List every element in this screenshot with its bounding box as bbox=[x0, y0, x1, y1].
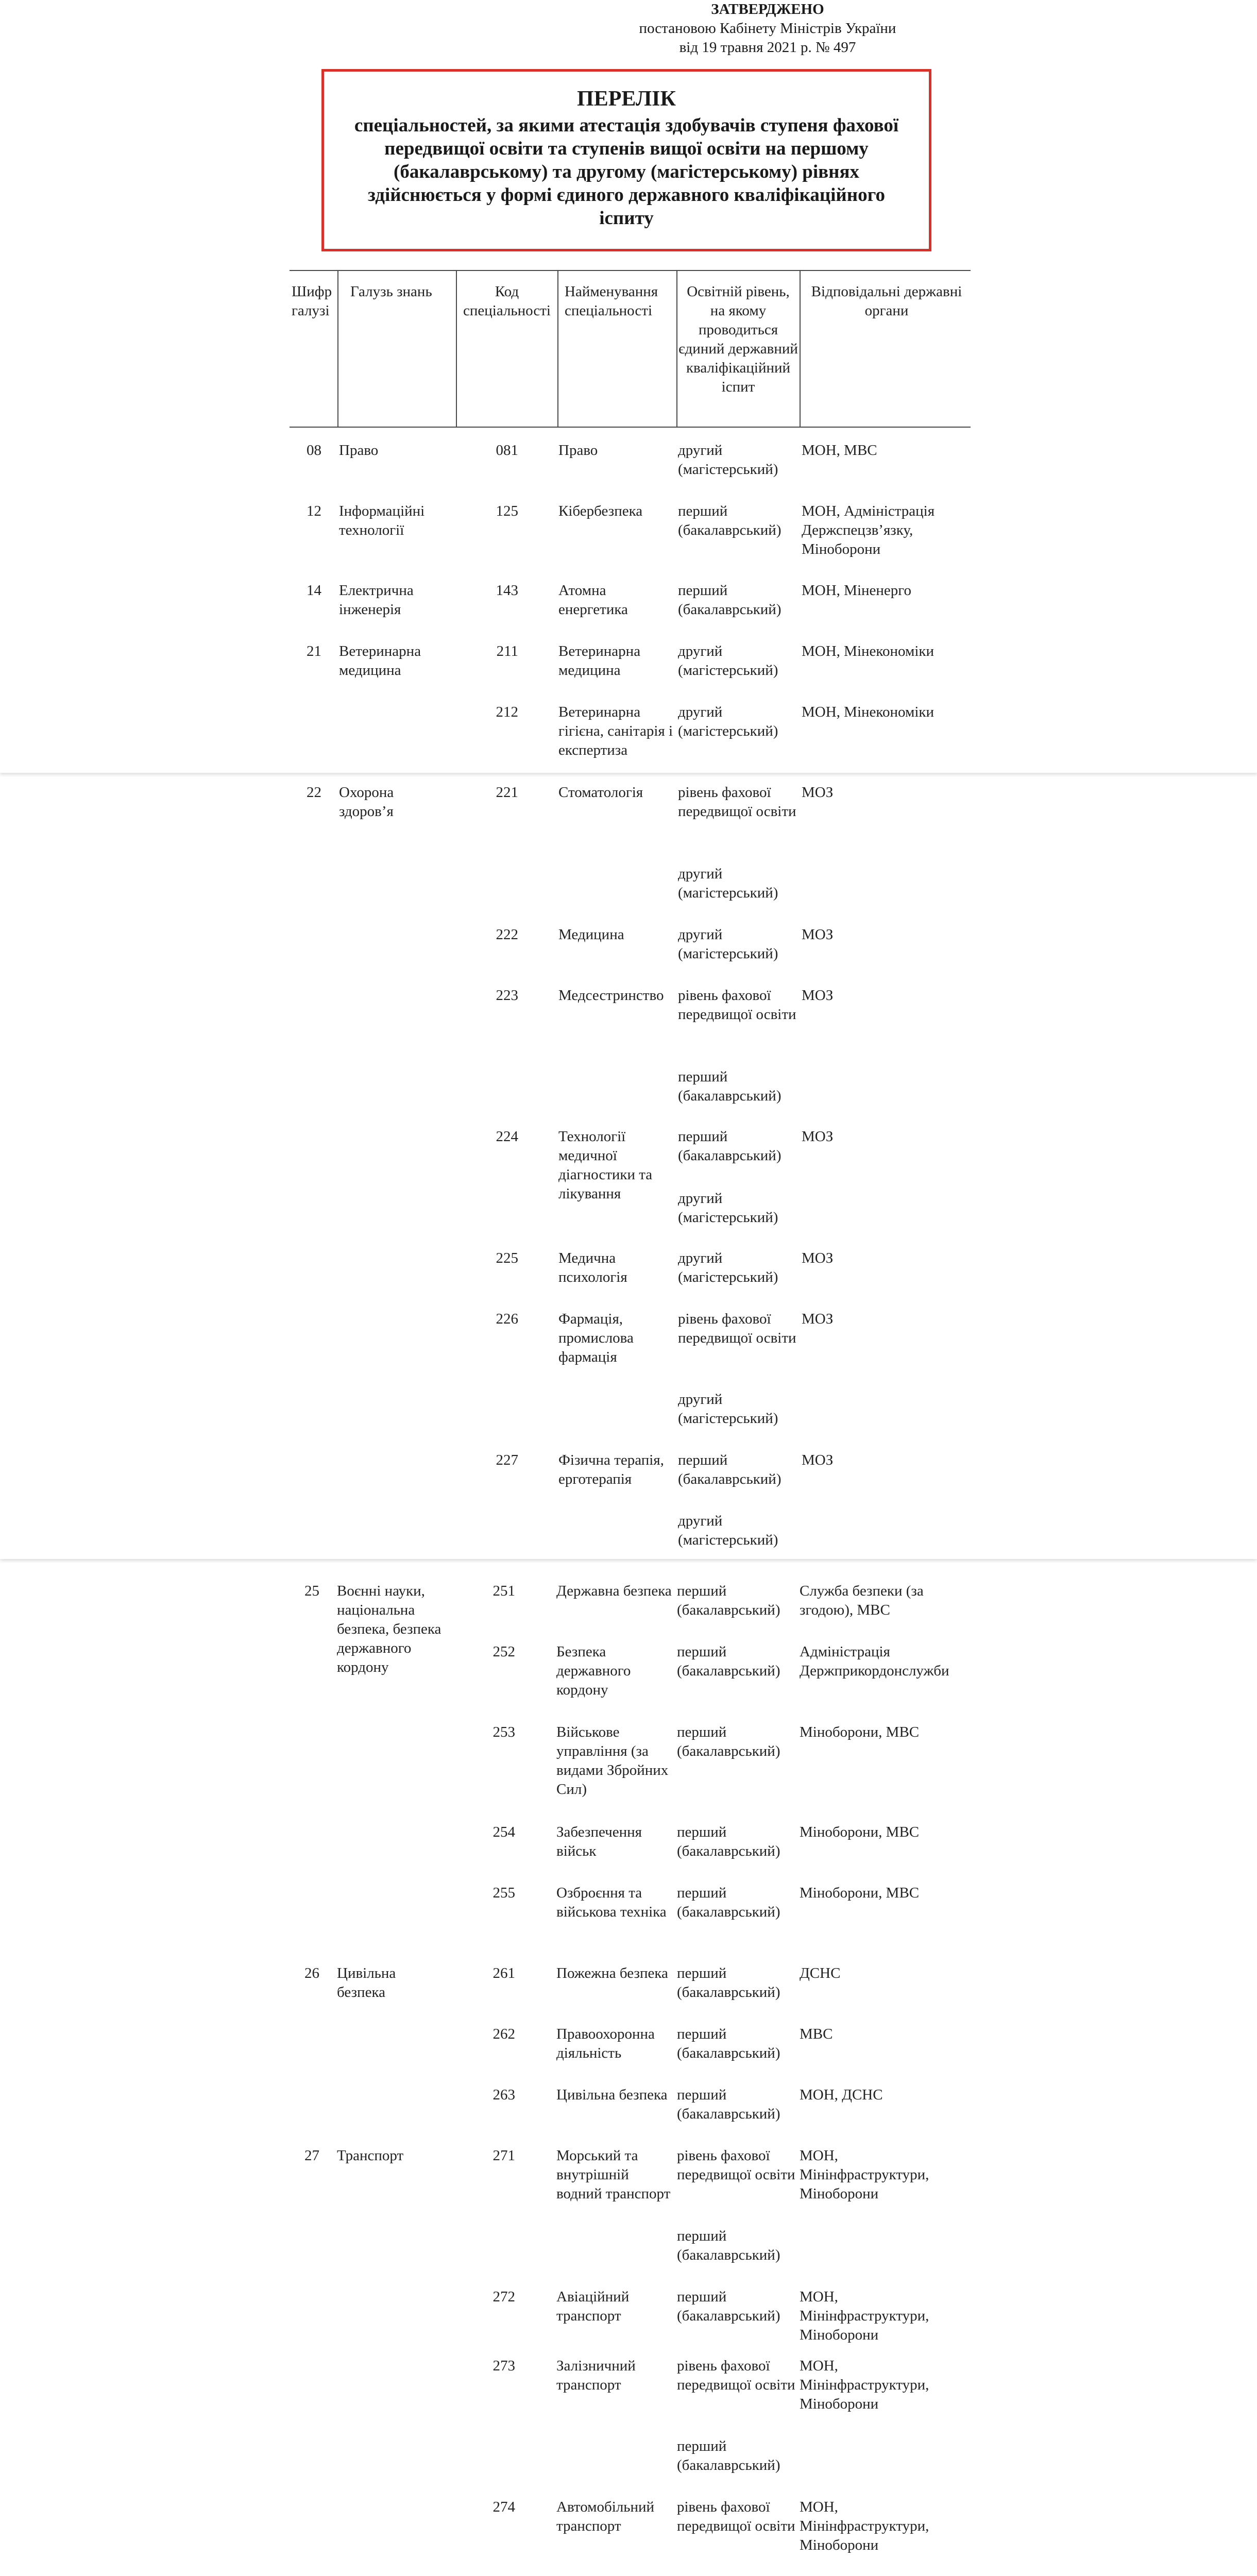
row-spec-code: 221 bbox=[496, 784, 518, 801]
row-level: перший (бакалаврський) bbox=[678, 1069, 782, 1104]
row-level: другий (магістерський) bbox=[678, 442, 778, 478]
row-bodies: МОЗ bbox=[802, 1250, 834, 1266]
row-spec-name: Фізична терапія, ерготерапія bbox=[558, 1452, 664, 1487]
row-spec-code: 253 bbox=[492, 1724, 515, 1740]
row-spec-code: 212 bbox=[496, 704, 518, 720]
row-spec-name: Цивільна безпека bbox=[556, 2087, 668, 2103]
row-bodies: Міноборони, МВС bbox=[800, 1824, 920, 1840]
row-spec-name: Технології медичної діагностики та лікування bbox=[558, 1128, 653, 1202]
header-bodies: Відповідальні державні органи bbox=[811, 283, 962, 319]
row-spec-code: 081 bbox=[496, 442, 518, 459]
row-spec-code: 125 bbox=[496, 503, 518, 519]
column-divider bbox=[676, 270, 677, 428]
row-spec-name: Залізничний транспорт bbox=[556, 2358, 636, 2393]
row-level: другий (магістерський) bbox=[678, 1250, 778, 1285]
row-branch: Електрична інженерія bbox=[339, 582, 414, 618]
row-level: другий (магістерський) bbox=[678, 1391, 778, 1427]
row-bodies: МОН, Мінінфраструктури, Міноборони bbox=[800, 2499, 929, 2553]
row-level: перший (бакалаврський) bbox=[677, 2289, 780, 2324]
approval-date: від 19 травня 2021 р. № 497 bbox=[679, 39, 856, 56]
row-branch-code: 22 bbox=[307, 784, 321, 801]
row-spec-code: 222 bbox=[496, 926, 518, 943]
row-spec-name: Озброєння та військова техніка bbox=[556, 1885, 667, 1920]
row-spec-name: Військове управління (за видами Збройних Сил) bbox=[556, 1724, 669, 1798]
approval-stamp-top bbox=[536, 0, 999, 57]
header-level: Освітній рівень, на якому проводиться єдиний державний кваліфікаційний іспит bbox=[678, 283, 798, 395]
row-branch-code: 26 bbox=[304, 1965, 319, 1981]
header-spec-code: Код спеціальності bbox=[463, 283, 551, 319]
row-spec-code: 274 bbox=[492, 2499, 515, 2515]
row-level: перший (бакалаврський) bbox=[678, 503, 782, 538]
row-level: перший (бакалаврський) bbox=[677, 1583, 780, 1618]
row-bodies: Служба безпеки (за згодою), МВС bbox=[800, 1583, 924, 1618]
column-divider bbox=[337, 270, 338, 428]
row-bodies: МОЗ bbox=[802, 1128, 834, 1145]
row-bodies: МОН, Мінінфраструктури, Міноборони bbox=[800, 2289, 929, 2343]
row-level: другий (магістерський) bbox=[678, 866, 778, 901]
row-branch-code: 25 bbox=[304, 1583, 319, 1599]
row-bodies: МОЗ bbox=[802, 784, 834, 801]
row-branch-code: 12 bbox=[307, 503, 321, 519]
row-branch: Охорона здоров’я bbox=[339, 784, 394, 820]
table-header-border bbox=[290, 427, 971, 428]
row-spec-name: Безпека державного кордону bbox=[556, 1643, 631, 1698]
row-spec-code: 255 bbox=[492, 1885, 515, 1901]
row-level: рівень фахової передвищої освіти bbox=[678, 784, 796, 820]
row-bodies: МОЗ bbox=[802, 926, 834, 943]
row-bodies: МВС bbox=[800, 2026, 833, 2042]
row-spec-name: Автомобільний транспорт bbox=[556, 2499, 655, 2534]
header-branch: Галузь знань bbox=[350, 283, 432, 300]
header-branch-code: Шифр галузі bbox=[292, 283, 332, 319]
row-level: перший (бакалаврський) bbox=[677, 1643, 780, 1679]
row-bodies: МОН, Мінекономіки bbox=[802, 643, 935, 659]
row-spec-code: 225 bbox=[496, 1250, 518, 1266]
row-level: рівень фахової передвищої освіти bbox=[677, 2358, 795, 2393]
row-branch: Цивільна безпека bbox=[337, 1965, 396, 2001]
approval-line: постановою Кабінету Міністрів України bbox=[639, 20, 896, 37]
row-bodies: МОН, Адміністрація Держспецзв’язку, Міноборони bbox=[802, 503, 935, 557]
row-spec-code: 263 bbox=[492, 2087, 515, 2103]
row-spec-code: 223 bbox=[496, 987, 518, 1004]
table-top-border bbox=[290, 270, 971, 271]
row-spec-name: Кібербезпека bbox=[558, 503, 643, 519]
row-spec-name: Право bbox=[558, 442, 598, 459]
row-level: перший (бакалаврський) bbox=[677, 2026, 780, 2061]
row-bodies: ДСНС bbox=[800, 1965, 841, 1981]
row-level: перший (бакалаврський) bbox=[678, 1452, 782, 1487]
row-spec-code: 211 bbox=[496, 643, 518, 659]
column-divider bbox=[456, 270, 457, 428]
document-sheet-3 bbox=[0, 1563, 1257, 2576]
row-branch: Право bbox=[339, 442, 379, 459]
row-spec-code: 261 bbox=[492, 1965, 515, 1981]
row-level: рівень фахової передвищої освіти bbox=[678, 1311, 796, 1346]
approval-title: ЗАТВЕРДЖЕНО bbox=[711, 1, 824, 18]
row-spec-name: Морський та внутрішній водний транспорт bbox=[556, 2147, 671, 2202]
row-branch: Інформаційні технології bbox=[339, 503, 425, 538]
row-spec-name: Атомна енергетика bbox=[558, 582, 628, 618]
row-level: перший (бакалаврський) bbox=[677, 2087, 780, 2122]
row-level: рівень фахової передвищої освіти bbox=[677, 2499, 795, 2534]
row-bodies: МОН, МВС bbox=[802, 442, 877, 459]
row-spec-code: 271 bbox=[492, 2147, 515, 2164]
row-level: другий (магістерський) bbox=[678, 1190, 778, 1226]
row-branch-code: 21 bbox=[307, 643, 321, 659]
row-branch: Ветеринарна медицина bbox=[339, 643, 421, 679]
row-level: другий (магістерський) bbox=[678, 926, 778, 962]
row-spec-name: Ветеринарна медицина bbox=[558, 643, 641, 679]
row-level: перший (бакалаврський) bbox=[677, 2438, 780, 2473]
row-level: перший (бакалаврський) bbox=[677, 1965, 780, 2001]
row-level: перший (бакалаврський) bbox=[678, 1128, 782, 1164]
row-spec-code: 254 bbox=[492, 1824, 515, 1840]
row-spec-code: 252 bbox=[492, 1643, 515, 1660]
row-spec-code: 272 bbox=[492, 2289, 515, 2305]
column-divider bbox=[800, 270, 801, 428]
document-title-box bbox=[321, 69, 931, 251]
row-level: перший (бакалаврський) bbox=[677, 1885, 780, 1920]
row-bodies: МОЗ bbox=[802, 1452, 834, 1468]
row-spec-name: Фармація, промислова фармація bbox=[558, 1311, 634, 1365]
document-subtitle: спеціальностей, за якими атестація здобувачів ступеня фахової передвищої освіти та ступенів вищої освіти на першому (бакалаврському) та другому (магістерському) рівнях здійснюється у формі єдиного державного кваліфікаційного іспиту bbox=[354, 115, 899, 229]
row-spec-name: Пожежна безпека bbox=[556, 1965, 668, 1981]
row-level: перший (бакалаврський) bbox=[677, 1724, 780, 1759]
row-bodies: МОН, Мінінфраструктури, Міноборони bbox=[800, 2358, 929, 2412]
row-level: другий (магістерський) bbox=[678, 643, 778, 679]
row-spec-code: 251 bbox=[492, 1583, 515, 1599]
row-spec-code: 262 bbox=[492, 2026, 515, 2042]
document-heading: ПЕРЕЛІК bbox=[577, 87, 676, 111]
row-branch: Транспорт bbox=[337, 2147, 404, 2164]
row-spec-name: Медсестринство bbox=[558, 987, 664, 1004]
row-bodies: МОЗ bbox=[802, 1311, 834, 1327]
row-level: перший (бакалаврський) bbox=[677, 1824, 780, 1859]
row-spec-name: Державна безпека bbox=[556, 1583, 672, 1599]
row-bodies: Міноборони, МВС bbox=[800, 1724, 920, 1740]
row-spec-name: Медична психологія bbox=[558, 1250, 627, 1285]
row-branch-code: 14 bbox=[307, 582, 321, 599]
row-spec-code: 273 bbox=[492, 2358, 515, 2374]
row-bodies: МОН, Міненерго bbox=[802, 582, 911, 599]
row-bodies: Міноборони, МВС bbox=[800, 1885, 920, 1901]
row-spec-code: 143 bbox=[496, 582, 518, 599]
row-bodies: Адміністрація Держприкордонслужби bbox=[800, 1643, 949, 1679]
row-level: перший (бакалаврський) bbox=[677, 2228, 780, 2263]
row-branch-code: 08 bbox=[307, 442, 321, 459]
row-bodies: МОН, ДСНС bbox=[800, 2087, 883, 2103]
row-spec-name: Медицина bbox=[558, 926, 624, 943]
row-spec-name: Ветеринарна гігієна, санітарія і експертиза bbox=[558, 704, 673, 758]
row-level: рівень фахової передвищої освіти bbox=[678, 987, 796, 1023]
row-spec-code: 227 bbox=[496, 1452, 518, 1468]
row-spec-name: Правоохоронна діяльність bbox=[556, 2026, 655, 2061]
row-level: рівень фахової передвищої освіти bbox=[677, 2147, 795, 2183]
row-bodies: МОН, Мінекономіки bbox=[802, 704, 935, 720]
row-spec-code: 226 bbox=[496, 1311, 518, 1327]
row-level: другий (магістерський) bbox=[678, 1513, 778, 1548]
header-spec-name: Найменування спеціальності bbox=[565, 283, 658, 319]
row-branch: Воєнні науки, національна безпека, безпека державного кордону bbox=[337, 1583, 441, 1675]
row-bodies: МОЗ bbox=[802, 987, 834, 1004]
row-bodies: МОН, Мінінфраструктури, Міноборони bbox=[800, 2147, 929, 2202]
row-level: перший (бакалаврський) bbox=[678, 582, 782, 618]
row-level: другий (магістерський) bbox=[678, 704, 778, 739]
column-divider bbox=[557, 270, 558, 428]
row-branch-code: 27 bbox=[304, 2147, 319, 2164]
row-spec-name: Авіаційний транспорт bbox=[556, 2289, 630, 2324]
row-spec-name: Стоматологія bbox=[558, 784, 643, 801]
row-spec-code: 224 bbox=[496, 1128, 518, 1145]
row-spec-name: Забезпечення військ bbox=[556, 1824, 642, 1859]
